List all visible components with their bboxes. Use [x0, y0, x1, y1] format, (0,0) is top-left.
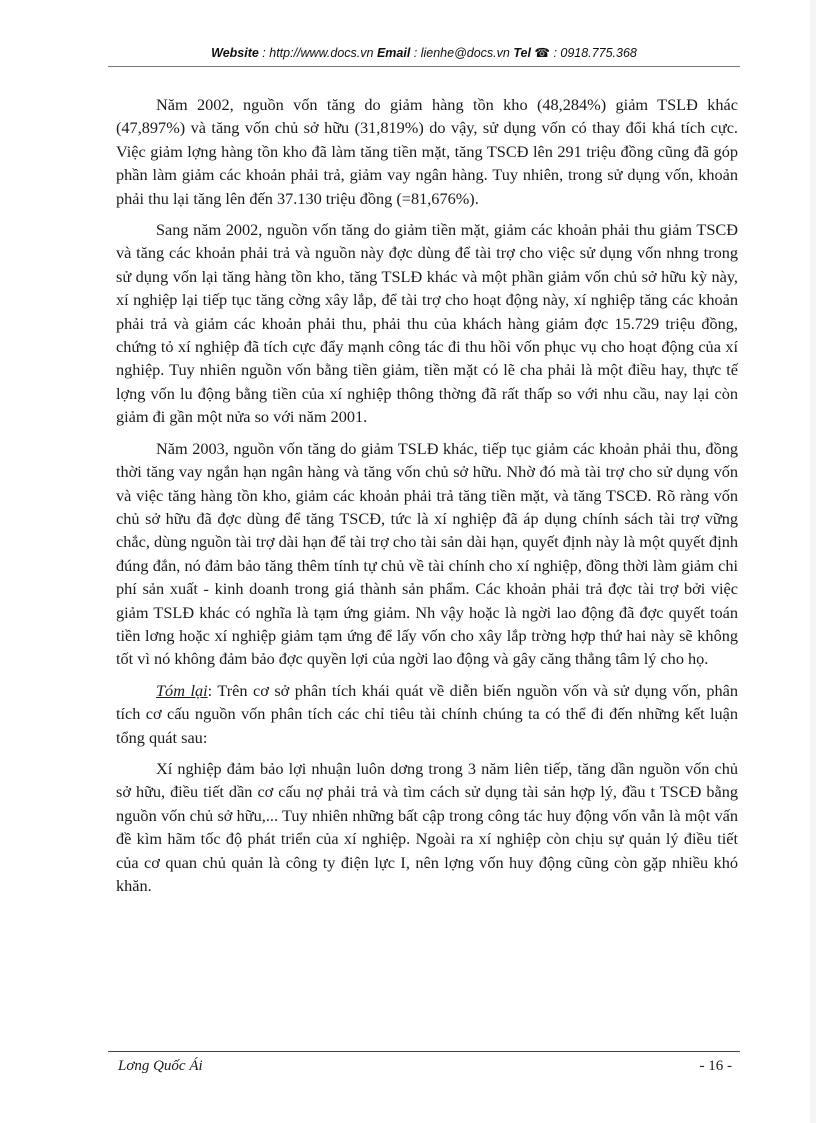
tel-value: : 0918.775.368 — [549, 46, 637, 60]
page-edge-shadow — [810, 0, 816, 1123]
phone-icon: ☎ — [530, 46, 550, 60]
page-number: - 16 - — [699, 1058, 732, 1074]
footer-author: Lơng Quốc Ái — [118, 1058, 203, 1074]
website-label: Website — [211, 46, 259, 60]
summary-label: Tóm lại — [156, 680, 208, 700]
document-body — [116, 93, 738, 905]
email-value: : lienhe@docs.vn — [410, 46, 514, 60]
tel-label: Tel — [513, 46, 531, 60]
website-value: : http://www.docs.vn — [258, 46, 377, 60]
paragraph-2003: Năm 2003, nguồn vốn tăng do giảm TSLĐ khác, tiếp tục giảm các khoản phải thu, đồng thời tăng vay ngắn hạn ngân hàng và tăng vốn chủ sở hữu. Nhờ đó mà tài trợ cho sử dụng vốn và việc tăng hàng tồn kho, giảm các khoản phải trả tăng tiền mặt, và tăng TSCĐ. Rõ ràng vốn chủ sở hữu đã đợc dùng để tăng TSCĐ, tức là xí nghiệp đã áp dụng chính sách tài trợ vững chắc, dùng nguồn tài trợ dài hạn để tài trợ cho tài sản dài hạn, quyết định này là một quyết định đúng đắn, nó đảm bảo tăng thêm tính tự chủ về tài chính cho xí nghiệp, đồng thời làm giảm chi phí sản xuất - kinh doanh trong giá thành sản phẩm. Các khoản phải trả đợc tài trợ bởi việc giảm TSLĐ khác có nghĩa là tạm ứng giảm. Nh vậy hoặc là ngời lao động đã đợc quyết toán tiền lơng hoặc xí nghiệp giảm tạm ứng để lấy vốn cho xây lắp trờng hợp thứ hai này sẽ không tốt vì nó không đảm bảo đợc quyền lợi của ngời lao động và gây căng thẳng tâm lý cho họ. — [116, 438, 738, 669]
footer-divider — [108, 1051, 740, 1052]
paragraph-2002-usage: Sang năm 2002, nguồn vốn tăng do giảm tiền mặt, giảm các khoản phải thu giảm TSCĐ và tăng các khoản phải trả và nguồn này đợc dùng để tài trợ cho việc sử dụng vốn nhng trong sử dụng vốn lại tăng hàng tồn kho, tăng TSLĐ khác và một phần giảm vốn chủ sở hữu kỳ này, xí nghiệp lại tiếp tục tăng cờng xây lắp, để tài trợ cho hoạt động này, xí nghiệp tăng các khoản phải trả và giảm các khoản phải thu, phải thu của khách hàng giảm đợc 15.729 triệu đồng, chứng tỏ xí nghiệp đã tích cực đẩy mạnh công tác đi thu hồi vốn phục vụ cho hoạt động của xí nghiệp. Tuy nhiên nguồn vốn bằng tiền giảm, tiền mặt có lẽ cha phải là một điều hay, thực tế lợng vốn lu động bằng tiền của xí nghiệp thông thờng đã rất thấp so với nhu cầu, nay lại còn giảm đi gần một nửa so với năm 2001. — [116, 220, 738, 427]
paragraph-conclusion: Xí nghiệp đảm bảo lợi nhuận luôn dơng trong 3 năm liên tiếp, tăng dần nguồn vốn chủ sở hữu, điều tiết dần cơ cấu nợ phải trả và tìm cách sử dụng tài sản hợp lý, đầu t TSCĐ bằng nguồn vốn chủ sở hữu,... Tuy nhiên những bất cập trong công tác huy động vốn vẫn là một vấn đề kìm hãm tốc độ phát triển của xí nghiệp. Ngoài ra xí nghiệp còn chịu sự quản lý điều tiết của cơ quan chủ quản là công ty điện lực I, nên lợng vốn huy động cũng còn gặp nhiều khó khăn. — [116, 758, 738, 895]
header-divider — [108, 66, 740, 67]
paragraph-2002-capital: Năm 2002, nguồn vốn tăng do giảm hàng tồn kho (48,284%) giảm TSLĐ khác (47,897%) và tăng vốn chủ sở hữu (31,819%) do vậy, sử dụng vốn có thay đổi khá tích cực. Việc giảm lợng hàng tồn kho đã làm tăng tiền mặt, tăng TSCĐ lên 291 triệu đồng cũng đã góp phần làm giảm các khoản phải trả, giảm vay ngân hàng. Tuy nhiên, trong sử dụng vốn, khoản phải thu lại tăng lên đến 37.130 triệu đồng (=81,676%). — [116, 95, 738, 208]
summary-text: : Trên cơ sở phân tích khái quát về diễn biến nguồn vốn và sử dụng vốn, phân tích cơ cấu nguồn vốn phân tích các chỉ tiêu tài chính chúng ta có thể đi đến những kết luận tổng quát sau: — [116, 680, 739, 747]
page-header — [108, 45, 740, 60]
paragraph-summary — [116, 679, 738, 749]
email-label: Email — [376, 46, 411, 60]
